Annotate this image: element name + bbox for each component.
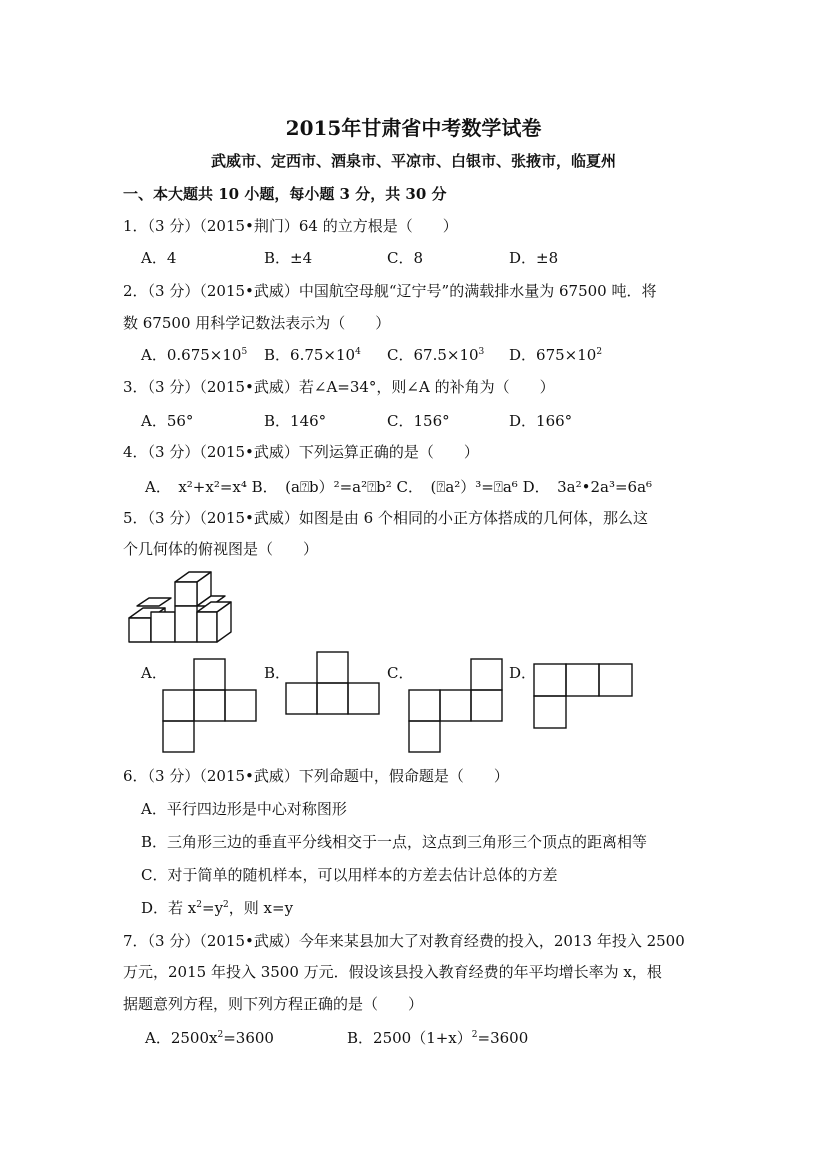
question-4-options: A． x²+x²=x⁴ B． (a⍰b）²=a²⍰b² C． (⍰a²）³=⍰a⁶ D． 3a²•2a³=6a⁶ xyxy=(145,478,653,496)
question-5-option-c-figure xyxy=(408,658,506,754)
question-2-option-a: A．$0.675\times 10^5$ xyxy=(141,346,248,364)
question-6-option-c: C．对于简单的随机样本，可以用样本的方差去估计总体的方差 xyxy=(141,866,558,884)
question-1-option-a: A．4 xyxy=(141,249,177,267)
question-5-option-d-label: D． xyxy=(509,664,537,682)
page-title: 2015年甘肃省中考数学试卷 xyxy=(285,116,542,140)
question-5-option-b-figure xyxy=(285,651,383,717)
question-6-option-b: B．三角形三边的垂直平分线相交于一点，这点到三角形三个顶点的距离相等 xyxy=(141,833,648,851)
question-5-stem-line2: 个几何体的俯视图是（ ） xyxy=(123,540,319,558)
question-5-option-a-figure xyxy=(162,658,260,754)
question-2-stem-line1: 2．（3 分）（2015•武威）中国航空母舰“辽宁号”的满载排水量为 67500 吨．将 xyxy=(123,282,657,300)
page-subtitle: 武威市、定西市、酒泉市、平凉市、白银市、张掖市，临夏州 xyxy=(210,152,616,170)
question-3-option-b: B．146° xyxy=(264,412,327,430)
question-2-stem-line2: 数 67500 用科学记数法表示为（ ） xyxy=(123,314,391,332)
question-1-option-c: C．8 xyxy=(387,249,424,267)
question-3-stem: 3．（3 分）（2015•武威）若∠A=34°，则∠A 的补角为（ ） xyxy=(123,378,555,396)
question-3-option-c: C．156° xyxy=(387,412,450,430)
question-2-option-c: C．$67.5\times 10^3$ xyxy=(387,346,485,364)
question-6-option-d: D．若 $x^2=y^2$，则 x=y xyxy=(141,899,294,917)
question-7-stem-line1: 7．（3 分）（2015•武威）今年来某县加大了对教育经费的投入，2013 年投入 2500 xyxy=(123,932,685,950)
question-7-stem-line2: 万元，2015 年投入 3500 万元．假设该县投入教育经费的年平均增长率为 x，根 xyxy=(123,963,662,981)
question-3-option-a: A．56° xyxy=(141,412,194,430)
question-6-stem: 6．（3 分）（2015•武威）下列命题中，假命题是（ ） xyxy=(123,767,509,785)
question-7-option-a: A．$2500x^2=3600$ xyxy=(145,1029,274,1047)
question-1-stem: 1．（3 分）（2015•荆门）64 的立方根是（ ） xyxy=(123,217,458,235)
question-5-option-a-label: A． xyxy=(141,664,167,682)
question-5-stem-line1: 5．（3 分）（2015•武威）如图是由 6 个相同的小正方体搭成的几何体，那么这 xyxy=(123,509,648,527)
question-1-option-d: D．±8 xyxy=(509,249,559,267)
question-2-option-b: B．$6.75\times 10^4$ xyxy=(264,346,361,364)
question-7-stem-line3: 据题意列方程，则下列方程正确的是（ ） xyxy=(123,995,424,1013)
question-2-option-d: D．$675\times 10^2$ xyxy=(509,346,603,364)
question-7-option-b: B．$2500(1+x)^2=3600$ xyxy=(347,1029,529,1047)
section-heading: 一、本大题共 10 小题，每小题 3 分，共 30 分 xyxy=(123,185,447,203)
question-5-option-c-label: C． xyxy=(387,664,414,682)
cube-stack-figure xyxy=(125,568,237,648)
question-4-stem: 4．（3 分）（2015•武威）下列运算正确的是（ ） xyxy=(123,443,479,461)
question-6-option-a: A．平行四边形是中心对称图形 xyxy=(141,800,347,818)
question-5-option-d-figure xyxy=(533,663,635,729)
question-1-option-b: B．±4 xyxy=(264,249,313,267)
question-5-option-b-label: B． xyxy=(264,664,291,682)
question-3-option-d: D．166° xyxy=(509,412,573,430)
